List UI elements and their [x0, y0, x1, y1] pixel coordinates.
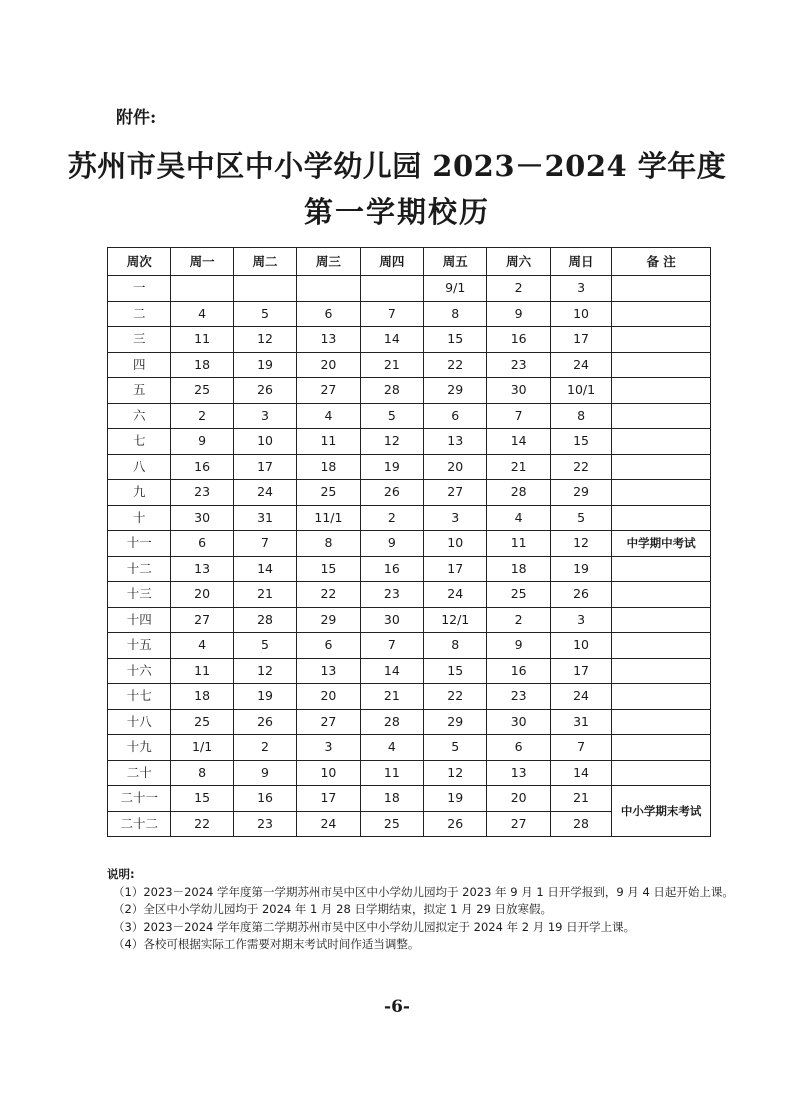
date-cell: 13: [424, 429, 487, 455]
date-cell: 18: [297, 454, 360, 480]
date-cell: 21: [360, 684, 423, 710]
date-cell: 15: [171, 786, 233, 812]
remark-cell: [612, 327, 711, 353]
table-row: [108, 429, 711, 455]
header-thursday: 周四: [360, 248, 423, 276]
date-cell: 8: [297, 531, 360, 557]
document-title: 苏州市吴中区中小学幼儿园 2023－2024 学年度: [67, 149, 727, 183]
remark-final-exam: 中小学期末考试: [612, 786, 711, 837]
week-number-cell: 十一: [108, 531, 171, 557]
remark-cell: [612, 403, 711, 429]
table-row: [108, 658, 711, 684]
date-cell: 23: [171, 480, 233, 506]
date-cell: 13: [297, 658, 360, 684]
remark-cell: [612, 505, 711, 531]
date-cell: 31: [233, 505, 296, 531]
date-cell: 5: [550, 505, 611, 531]
date-cell: 10: [424, 531, 487, 557]
date-cell: 27: [487, 811, 550, 837]
date-cell: 21: [233, 582, 296, 608]
date-cell: 7: [233, 531, 296, 557]
date-cell: 19: [424, 786, 487, 812]
date-cell: 2: [233, 735, 296, 761]
date-cell: 14: [487, 429, 550, 455]
remark-cell: [612, 582, 711, 608]
table-row: [108, 760, 711, 786]
date-cell: 14: [360, 658, 423, 684]
date-cell: 31: [550, 709, 611, 735]
date-cell: 6: [487, 735, 550, 761]
date-cell: 4: [297, 403, 360, 429]
date-cell: 29: [424, 709, 487, 735]
date-cell: 8: [550, 403, 611, 429]
date-cell: 10: [550, 633, 611, 659]
remark-cell: [612, 454, 711, 480]
document-subtitle: 第一学期校历: [303, 195, 490, 229]
date-cell: 15: [424, 327, 487, 353]
date-cell: 7: [550, 735, 611, 761]
remark-cell: [612, 352, 711, 378]
date-cell: 29: [550, 480, 611, 506]
date-cell: 25: [171, 709, 233, 735]
week-number-cell: 一: [108, 276, 171, 302]
date-cell: 10: [550, 301, 611, 327]
school-calendar-table: [107, 247, 711, 837]
date-cell: 17: [550, 327, 611, 353]
date-cell: 15: [550, 429, 611, 455]
note-item: （2）全区中小学幼儿园均于 2024 年 1 月 28 日学期结束，拟定 1 月 29 日放寒假。: [113, 902, 553, 916]
week-number-cell: 十二: [108, 556, 171, 582]
table-row: [108, 403, 711, 429]
date-cell: 15: [424, 658, 487, 684]
table-row: [108, 786, 711, 812]
attachment-label: 附件:: [116, 108, 157, 128]
week-number-cell: 八: [108, 454, 171, 480]
week-number-cell: 二: [108, 301, 171, 327]
date-cell: 9: [487, 633, 550, 659]
date-cell: 20: [424, 454, 487, 480]
date-cell: 27: [171, 607, 233, 633]
date-cell: 22: [297, 582, 360, 608]
week-number-cell: 十六: [108, 658, 171, 684]
header-friday: 周五: [424, 248, 487, 276]
date-cell: 25: [171, 378, 233, 404]
date-cell: 28: [360, 378, 423, 404]
date-cell: 4: [171, 633, 233, 659]
table-row: [108, 607, 711, 633]
date-cell: 28: [550, 811, 611, 837]
date-cell: 12: [360, 429, 423, 455]
page-number: -6-: [384, 997, 410, 1017]
date-cell: 9: [487, 301, 550, 327]
date-cell: 3: [550, 276, 611, 302]
date-cell: 17: [233, 454, 296, 480]
date-cell: 20: [487, 786, 550, 812]
date-cell: 26: [233, 378, 296, 404]
week-number-cell: 二十: [108, 760, 171, 786]
date-cell: 2: [487, 276, 550, 302]
date-cell: 28: [360, 709, 423, 735]
table-row: [108, 480, 711, 506]
date-cell: 16: [487, 658, 550, 684]
table-row: [108, 301, 711, 327]
date-cell: 14: [233, 556, 296, 582]
date-cell: 14: [360, 327, 423, 353]
date-cell: 12: [233, 327, 296, 353]
date-cell: 8: [424, 301, 487, 327]
date-cell: 24: [297, 811, 360, 837]
date-cell: 20: [297, 684, 360, 710]
remark-cell: [612, 633, 711, 659]
date-cell: 26: [233, 709, 296, 735]
date-cell: 27: [297, 378, 360, 404]
date-cell: 23: [233, 811, 296, 837]
note-item: （1）2023－2024 学年度第一学期苏州市吴中区中小学幼儿园均于 2023 年 9 月 1 日开学报到，9 月 4 日起开始上课。: [113, 884, 734, 899]
notes-heading: 说明:: [107, 867, 135, 881]
week-number-cell: 七: [108, 429, 171, 455]
date-cell: 23: [487, 352, 550, 378]
date-cell: 18: [171, 352, 233, 378]
date-cell: 11/1: [297, 505, 360, 531]
date-cell: 19: [550, 556, 611, 582]
date-cell: 4: [171, 301, 233, 327]
note-item: （3）2023－2024 学年度第二学期苏州市吴中区中小学幼儿园拟定于 2024 年 2 月 19 日开学上课。: [113, 919, 636, 934]
date-cell: 22: [171, 811, 233, 837]
table-body: [108, 276, 711, 837]
date-cell: 5: [424, 735, 487, 761]
date-cell: [360, 276, 423, 302]
week-number-cell: 十九: [108, 735, 171, 761]
date-cell: 11: [360, 760, 423, 786]
table-row: [108, 327, 711, 353]
date-cell: 5: [360, 403, 423, 429]
header-monday: 周一: [171, 248, 233, 276]
date-cell: 18: [360, 786, 423, 812]
week-number-cell: 九: [108, 480, 171, 506]
date-cell: 13: [297, 327, 360, 353]
table-row: [108, 684, 711, 710]
date-cell: 11: [171, 327, 233, 353]
header-tuesday: 周二: [233, 248, 296, 276]
date-cell: 27: [297, 709, 360, 735]
date-cell: 6: [171, 531, 233, 557]
date-cell: 25: [297, 480, 360, 506]
date-cell: 18: [171, 684, 233, 710]
header-wednesday: 周三: [297, 248, 360, 276]
week-number-cell: 二十一: [108, 786, 171, 812]
week-number-cell: 三: [108, 327, 171, 353]
date-cell: 10: [297, 760, 360, 786]
date-cell: [233, 276, 296, 302]
date-cell: 13: [487, 760, 550, 786]
notes-section: [107, 866, 734, 954]
date-cell: 26: [550, 582, 611, 608]
remark-cell: [612, 429, 711, 455]
date-cell: 25: [360, 811, 423, 837]
date-cell: 21: [360, 352, 423, 378]
date-cell: 24: [424, 582, 487, 608]
date-cell: 6: [297, 633, 360, 659]
date-cell: 16: [360, 556, 423, 582]
date-cell: 16: [171, 454, 233, 480]
remark-cell: [612, 378, 711, 404]
date-cell: 19: [233, 684, 296, 710]
date-cell: 27: [424, 480, 487, 506]
date-cell: 29: [424, 378, 487, 404]
remark-cell: [612, 658, 711, 684]
date-cell: 6: [424, 403, 487, 429]
remark-cell: [612, 480, 711, 506]
date-cell: 17: [550, 658, 611, 684]
date-cell: 17: [424, 556, 487, 582]
date-cell: 24: [550, 684, 611, 710]
date-cell: 16: [487, 327, 550, 353]
date-cell: 2: [360, 505, 423, 531]
remark-midterm-exam: 中学期中考试: [612, 531, 711, 557]
table-row: [108, 531, 711, 557]
date-cell: 23: [360, 582, 423, 608]
date-cell: 15: [297, 556, 360, 582]
date-cell: 30: [171, 505, 233, 531]
note-item: （4）各校可根据实际工作需要对期末考试时间作适当调整。: [113, 937, 420, 951]
date-cell: 24: [233, 480, 296, 506]
header-remarks: 备 注: [612, 248, 711, 276]
week-number-cell: 五: [108, 378, 171, 404]
date-cell: 20: [297, 352, 360, 378]
date-cell: 10/1: [550, 378, 611, 404]
table-row: [108, 582, 711, 608]
remark-cell: [612, 607, 711, 633]
header-saturday: 周六: [487, 248, 550, 276]
remark-cell: [612, 735, 711, 761]
date-cell: 22: [550, 454, 611, 480]
header-week: 周次: [108, 248, 171, 276]
date-cell: 22: [424, 684, 487, 710]
date-cell: 7: [487, 403, 550, 429]
date-cell: [171, 276, 233, 302]
remark-cell: [612, 301, 711, 327]
date-cell: 26: [360, 480, 423, 506]
date-cell: 7: [360, 301, 423, 327]
table-row: [108, 454, 711, 480]
date-cell: [297, 276, 360, 302]
date-cell: 19: [233, 352, 296, 378]
date-cell: 6: [297, 301, 360, 327]
date-cell: 8: [424, 633, 487, 659]
week-number-cell: 十五: [108, 633, 171, 659]
date-cell: 12: [233, 658, 296, 684]
table-header-row: [108, 248, 711, 276]
date-cell: 2: [487, 607, 550, 633]
date-cell: 21: [487, 454, 550, 480]
week-number-cell: 十八: [108, 709, 171, 735]
date-cell: 17: [297, 786, 360, 812]
date-cell: 12/1: [424, 607, 487, 633]
date-cell: 7: [360, 633, 423, 659]
date-cell: 20: [171, 582, 233, 608]
date-cell: 3: [550, 607, 611, 633]
date-cell: 11: [171, 658, 233, 684]
remark-cell: [612, 760, 711, 786]
header-sunday: 周日: [550, 248, 611, 276]
date-cell: 19: [360, 454, 423, 480]
date-cell: 3: [297, 735, 360, 761]
date-cell: 28: [233, 607, 296, 633]
date-cell: 12: [424, 760, 487, 786]
date-cell: 9: [360, 531, 423, 557]
table-row: [108, 633, 711, 659]
remark-cell: [612, 556, 711, 582]
date-cell: 5: [233, 301, 296, 327]
date-cell: 9: [233, 760, 296, 786]
week-number-cell: 十四: [108, 607, 171, 633]
date-cell: 9/1: [424, 276, 487, 302]
week-number-cell: 六: [108, 403, 171, 429]
date-cell: 1/1: [171, 735, 233, 761]
date-cell: 11: [297, 429, 360, 455]
date-cell: 14: [550, 760, 611, 786]
remark-cell: [612, 276, 711, 302]
date-cell: 12: [550, 531, 611, 557]
date-cell: 11: [487, 531, 550, 557]
date-cell: 5: [233, 633, 296, 659]
date-cell: 13: [171, 556, 233, 582]
table-row: [108, 378, 711, 404]
table-row: [108, 709, 711, 735]
table-row: [108, 276, 711, 302]
table-row: [108, 505, 711, 531]
date-cell: 23: [487, 684, 550, 710]
table-row: [108, 556, 711, 582]
date-cell: 4: [360, 735, 423, 761]
date-cell: 2: [171, 403, 233, 429]
date-cell: 25: [487, 582, 550, 608]
table-row: [108, 735, 711, 761]
date-cell: 3: [233, 403, 296, 429]
week-number-cell: 十七: [108, 684, 171, 710]
date-cell: 22: [424, 352, 487, 378]
remark-cell: [612, 684, 711, 710]
date-cell: 4: [487, 505, 550, 531]
table-row: [108, 352, 711, 378]
date-cell: 26: [424, 811, 487, 837]
week-number-cell: 十三: [108, 582, 171, 608]
date-cell: 8: [171, 760, 233, 786]
date-cell: 3: [424, 505, 487, 531]
date-cell: 10: [233, 429, 296, 455]
date-cell: 9: [171, 429, 233, 455]
date-cell: 28: [487, 480, 550, 506]
week-number-cell: 四: [108, 352, 171, 378]
week-number-cell: 二十二: [108, 811, 171, 837]
date-cell: 29: [297, 607, 360, 633]
week-number-cell: 十: [108, 505, 171, 531]
date-cell: 30: [487, 378, 550, 404]
date-cell: 16: [233, 786, 296, 812]
remark-cell: [612, 709, 711, 735]
date-cell: 24: [550, 352, 611, 378]
date-cell: 30: [360, 607, 423, 633]
date-cell: 18: [487, 556, 550, 582]
date-cell: 21: [550, 786, 611, 812]
date-cell: 30: [487, 709, 550, 735]
